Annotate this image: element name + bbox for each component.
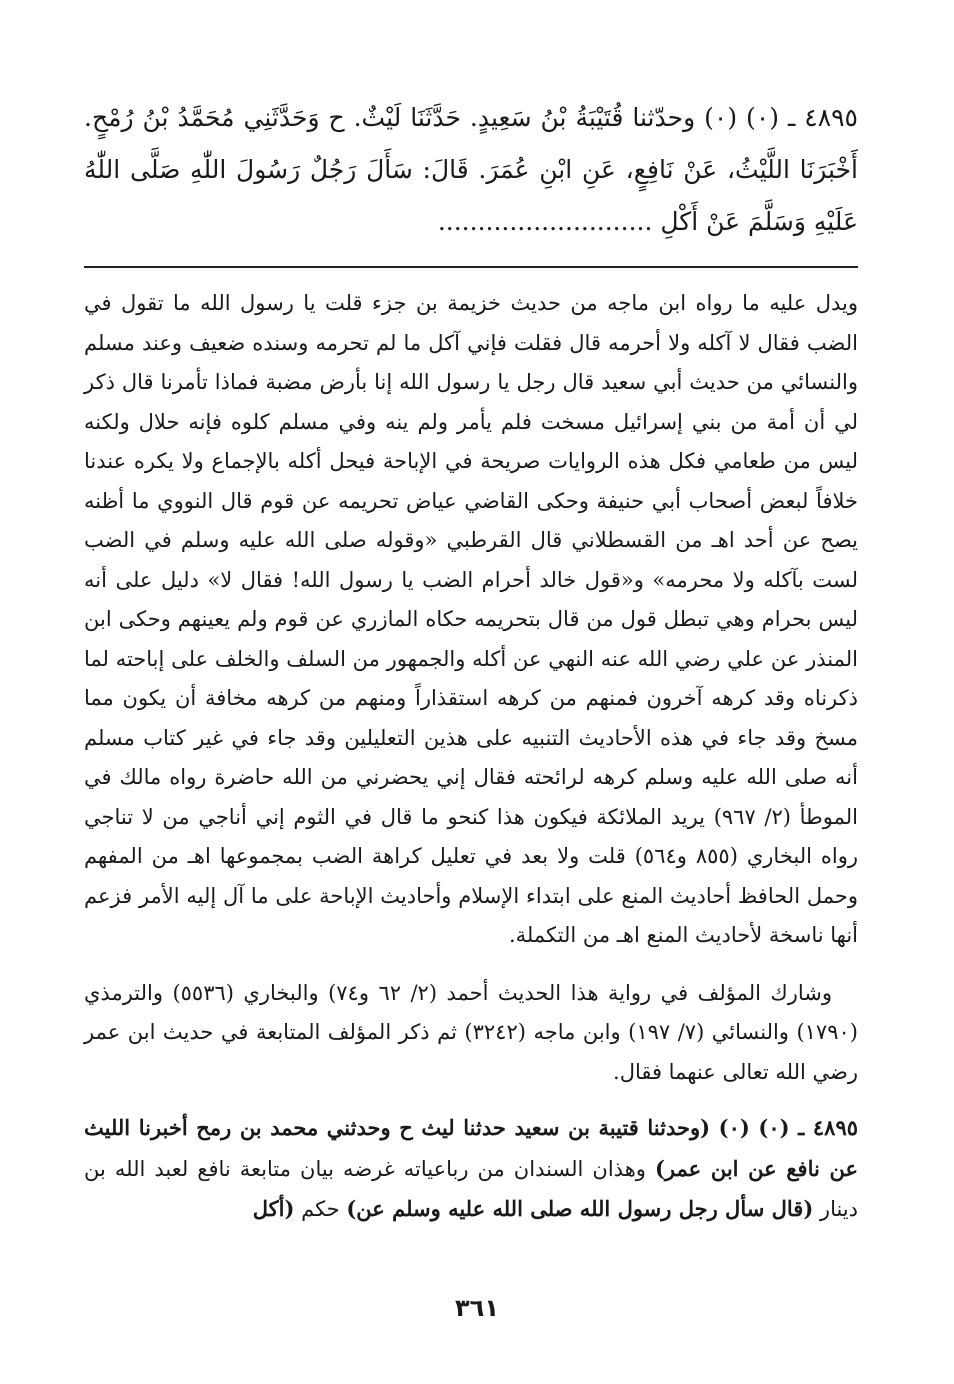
commentary-paragraph-3 <box>84 1108 858 1230</box>
commentary-paragraph-2: وشارك المؤلف في رواية هذا الحديث أحمد (٢/ ٦٢ و٧٤) والبخاري (٥٥٣٦) والترمذي (١٧٩٠) والنسائي (٧/ ١٩٧) وابن ماجه (٣٢٤٢) ثم ذكر المؤلف المتابعة في حديث ابن عمر رضي الله تعالى عنهما فقال. <box>84 980 858 1084</box>
matn-bold-2: (قال سأل رجل رسول الله صلى الله عليه وسلم عن) <box>346 1196 814 1221</box>
commentary-paragraph-1: ويدل عليه ما رواه ابن ماجه من حديث خزيمة بن جزء قلت يا رسول الله ما تقول في الضب فقال لا آكله ولا أحرمه قال فقلت فإني آكل ما لم تحرمه وسنده ضعيف وعند مسلم والنسائي من حديث أبي سعيد قال رجل يا رسول الله إنا بأرض مضبة فماذا تأمرنا قال ذكر لي أن أمة من بني إسرائيل مسخت فلم يأمر ولم ينه وفي مسلم كلوه فإنه حلال ولكنه ليس من طعامي فكل هذه الروايات صريحة في الإباحة فيحل أكله بالإجماع ولا يكره عندنا خلافاً لبعض أصحاب أبي حنيفة وحكى القاضي عياض تحريمه عن قوم قال النووي ما أظنه يصح عن أحد اهـ من القسطلاني قال القرطبي «وقوله صلى الله عليه وسلم في الضب لست بآكله ولا محرمه» و«قول خالد أحرام الضب يا رسول الله! فقال لا» دليل على أنه ليس بحرام وهي تبطل قول من قال بتحريمه حكاه المازري عن قوم ولم يعينهم وحكى ابن المنذر عن علي رضي الله عنه النهي عن أكله والجمهور من السلف والخلف على إباحته لما ذكرناه وقد كرهه آخرون فمنهم من كرهه استقذاراً ومنهم من كرهه مخافة أن يكون مما مسخ وقد جاء في هذه الأحاديث التنبيه على هذين التعليلين وقد جاء في غير كتاب مسلم أنه صلى الله عليه وسلم كرهه لرائحته فقال إني يحضرني من الله حاضرة رواه مالك في الموطأ (٢/ ٩٦٧) يريد الملائكة فيكون هذا كنحو ما قال في الثوم إني أناجي من لا تناجي رواه البخاري (٨٥٥ و٥٦٤) قلت ولا بعد في تعليل كراهة الضب بمجموعها اهـ من المفهم وحمل الحافظ أحاديث المنع على ابتداء الإسلام وأحاديث الإباحة على ما آل إليه الأمر فزعم أنها ناسخة لأحاديث المنع اهـ من التكملة. <box>84 291 859 947</box>
commentary-plain-2: حكم <box>294 1197 347 1221</box>
matn-bold-3: (أكل <box>252 1196 295 1221</box>
page-number: ٣٦١ <box>455 1294 499 1322</box>
hadith-text: ٤٨٩٥ ـ (٠) (٠) وحدّثنا قُتَيْبَةُ بْنُ سَعِيدٍ. حَدَّثَنَا لَيْثٌ. ح وَحَدَّثَنِي مُحَمَّدُ بْنُ رُمْحٍ. أَخْبَرَنَا اللَّيْثُ، عَنْ نَافِعٍ، عَنِ ابْنِ عُمَرَ. قَالَ: سَأَلَ رَجُلٌ رَسُولَ اللّٰهِ صَلَّى اللّٰهُ عَلَيْهِ وَسَلَّمَ عَنْ أَكْلِ ........................... <box>84 103 858 236</box>
footnote-divider <box>84 266 858 268</box>
commentary-block <box>84 284 858 1230</box>
isnad-bold-1: ٤٨٩٥ ـ (٠) (٠) (وحدثنا قتيبة بن سعيد حدثنا ليث ح وحدثني محمد بن رمح أخبرنا الليث عن نافع عن ابن عمر) <box>84 1115 859 1181</box>
commentary-plain-1: وهذان السندان من رباعياته غرضه بيان متابعة نافع لعبد الله بن دينار <box>84 1156 858 1221</box>
main-text-block <box>84 92 858 248</box>
